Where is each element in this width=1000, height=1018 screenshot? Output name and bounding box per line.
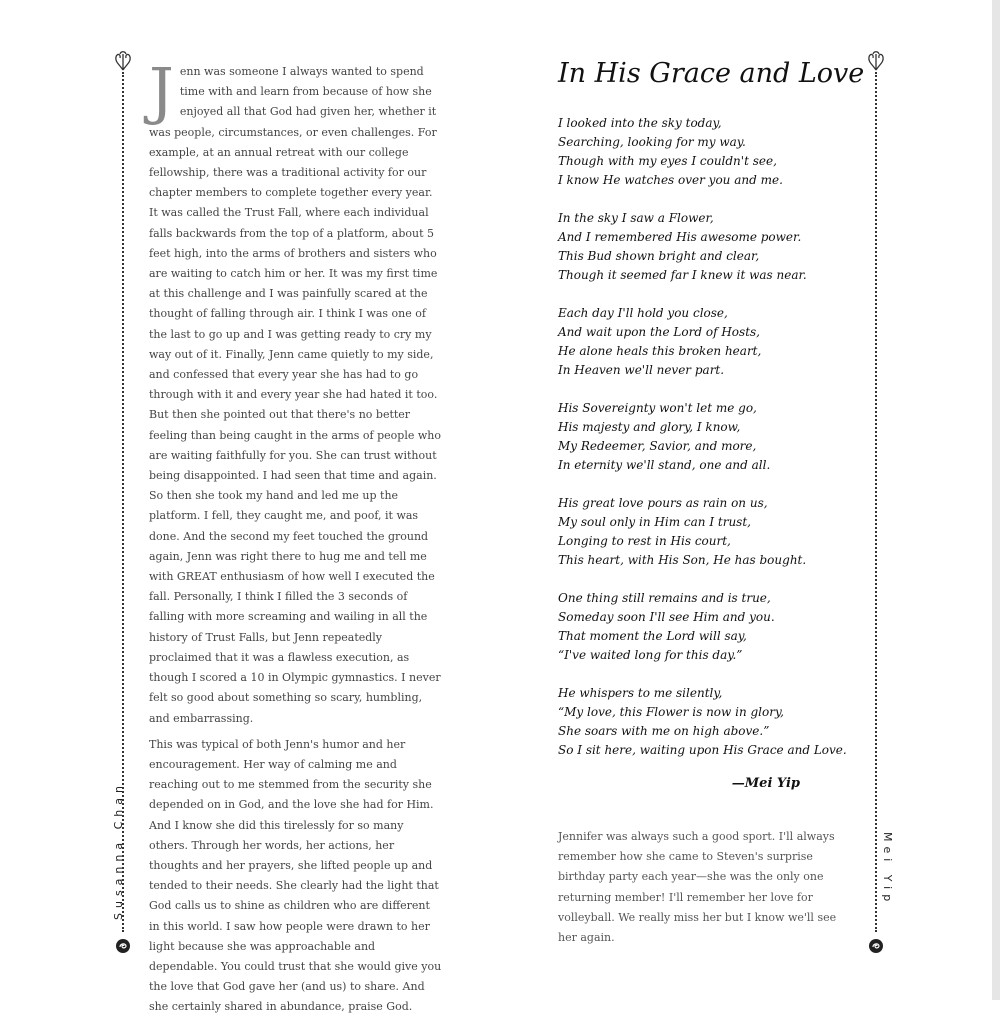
poem-line: So I sit here, waiting upon His Grace and Love. (558, 743, 847, 757)
rose-icon (115, 938, 131, 954)
poem-stanza (558, 304, 858, 380)
poem-stanza (558, 494, 858, 570)
poem-line: Searching, looking for my way. (558, 135, 746, 149)
poem-line: “My love, this Flower is now in glory, (558, 705, 784, 719)
poem-line: His majesty and glory, I know, (558, 420, 741, 434)
poem-line: He whispers to me silently, (558, 686, 723, 700)
poem-line: My soul only in Him can I trust, (558, 515, 751, 529)
poem-title: In His Grace and Love (558, 58, 865, 89)
left-author-label: Susanna Chan (112, 781, 125, 920)
poem-line: He alone heals this broken heart, (558, 344, 762, 358)
poem-line: That moment the Lord will say, (558, 629, 747, 643)
poem-line: And wait upon the Lord of Hosts, (558, 325, 760, 339)
poem-line: Someday soon I'll see Him and you. (558, 610, 775, 624)
poem-line: Longing to rest in His court, (558, 534, 731, 548)
poem-line: “I've waited long for this day.” (558, 648, 743, 662)
tribute-essay (149, 54, 444, 1018)
poem-line: In the sky I saw a Flower, (558, 211, 714, 225)
essay-paragraph-text: enn was someone I always wanted to spend time with and learn from because of how she enjoyed all that God had given her, whether it was people, circumstances, or even challenges. For example, at an annual retreat with our college fellowship, there was a traditional activity for our chapter members to complete together every year. It was called the Trust Fall, where each individual falls backwards from the top of a platform, about 5 feet high, into the arms of brothers and sisters who are waiting to catch him or her. It was my first time at this challenge and I was painfully scared at the thought of falling through air. I think I was one of the last to go up and I was getting ready to cry my way out of it. Finally, Jenn came quietly to my side, and confessed that every year she has had to go through with it and every year she had hated it too. But then she pointed out that there's no better feeling than being caught in the arms of people who are waiting faithfully for you. She can trust without being disappointed. I had seen that time and again. So then she took my hand and led me up the platform. I fell, they caught me, and poof, it was done. And the second my feet touched the ground again, Jenn was right there to hug me and tell me with GREAT enthusiasm of how well I executed the fall. Personally, I think I filled the 3 seconds of falling with more screaming and wailing in all the history of Trust Falls, but Jenn repeatedly proclaimed that it was a flawless execution, as though I scored a 10 in Olympic gymnastics. I never felt so good about something so scary, humbling, and embarrassing. (149, 65, 441, 725)
drop-cap: J (149, 54, 174, 127)
poem (558, 114, 858, 779)
poem-line: In Heaven we'll never part. (558, 363, 725, 377)
poem-stanza (558, 684, 858, 760)
poem-line: This Bud shown bright and clear, (558, 249, 760, 263)
poem-line: In eternity we'll stand, one and all. (558, 458, 771, 472)
poem-line: His great love pours as rain on us, (558, 496, 768, 510)
flourish-icon (866, 50, 886, 72)
memorial-note: Jennifer was always such a good sport. I'll always remember how she came to Steven's surprise birthday party each year—she was the only one returning member! I'll remember her love for volleyball. We really miss her but I know we'll see her again. (558, 830, 837, 945)
poem-stanza (558, 209, 858, 285)
flourish-icon (113, 50, 133, 72)
poem-line: And I remembered His awesome power. (558, 230, 802, 244)
poem-line: This heart, with His Son, He has bought. (558, 553, 807, 567)
poem-stanza (558, 114, 858, 190)
essay-paragraph: This was typical of both Jenn's humor and her encouragement. Her way of calming me and reaching out to me stemmed from the security she depended on in God, and the love she had for Him. And I know she did this tirelessly for so many others. Through her words, her actions, her thoughts and her prayers, she lifted people up and tended to their needs. She clearly had the light that God calls us to shine as children who are different in this world. I saw how people were drawn to her light because she was approachable and dependable. You could trust that she would give you the love that God gave her (and us) to share. And she certainly shared in abundance, praise God. (149, 737, 442, 1014)
poem-line: I know He watches over you and me. (558, 173, 783, 187)
right-author-label: Mei Yip (881, 832, 894, 907)
poem-line: Though with my eyes I couldn't see, (558, 154, 777, 168)
poem-line: She soars with me on high above.” (558, 724, 770, 738)
poem-line: His Sovereignty won't let me go, (558, 401, 757, 415)
page-edge (992, 0, 1000, 1000)
poem-stanza (558, 589, 858, 665)
poem-stanza (558, 399, 858, 475)
poem-line: I looked into the sky today, (558, 116, 722, 130)
poem-line: My Redeemer, Savior, and more, (558, 439, 757, 453)
poem-line: One thing still remains and is true, (558, 591, 771, 605)
poem-line: Each day I'll hold you close, (558, 306, 728, 320)
rose-icon (868, 938, 884, 954)
essay-paragraph (149, 54, 444, 729)
right-dotted-rule (866, 50, 886, 954)
poem-attribution: —Mei Yip (731, 776, 800, 791)
poem-line: Though it seemed far I knew it was near. (558, 268, 807, 282)
